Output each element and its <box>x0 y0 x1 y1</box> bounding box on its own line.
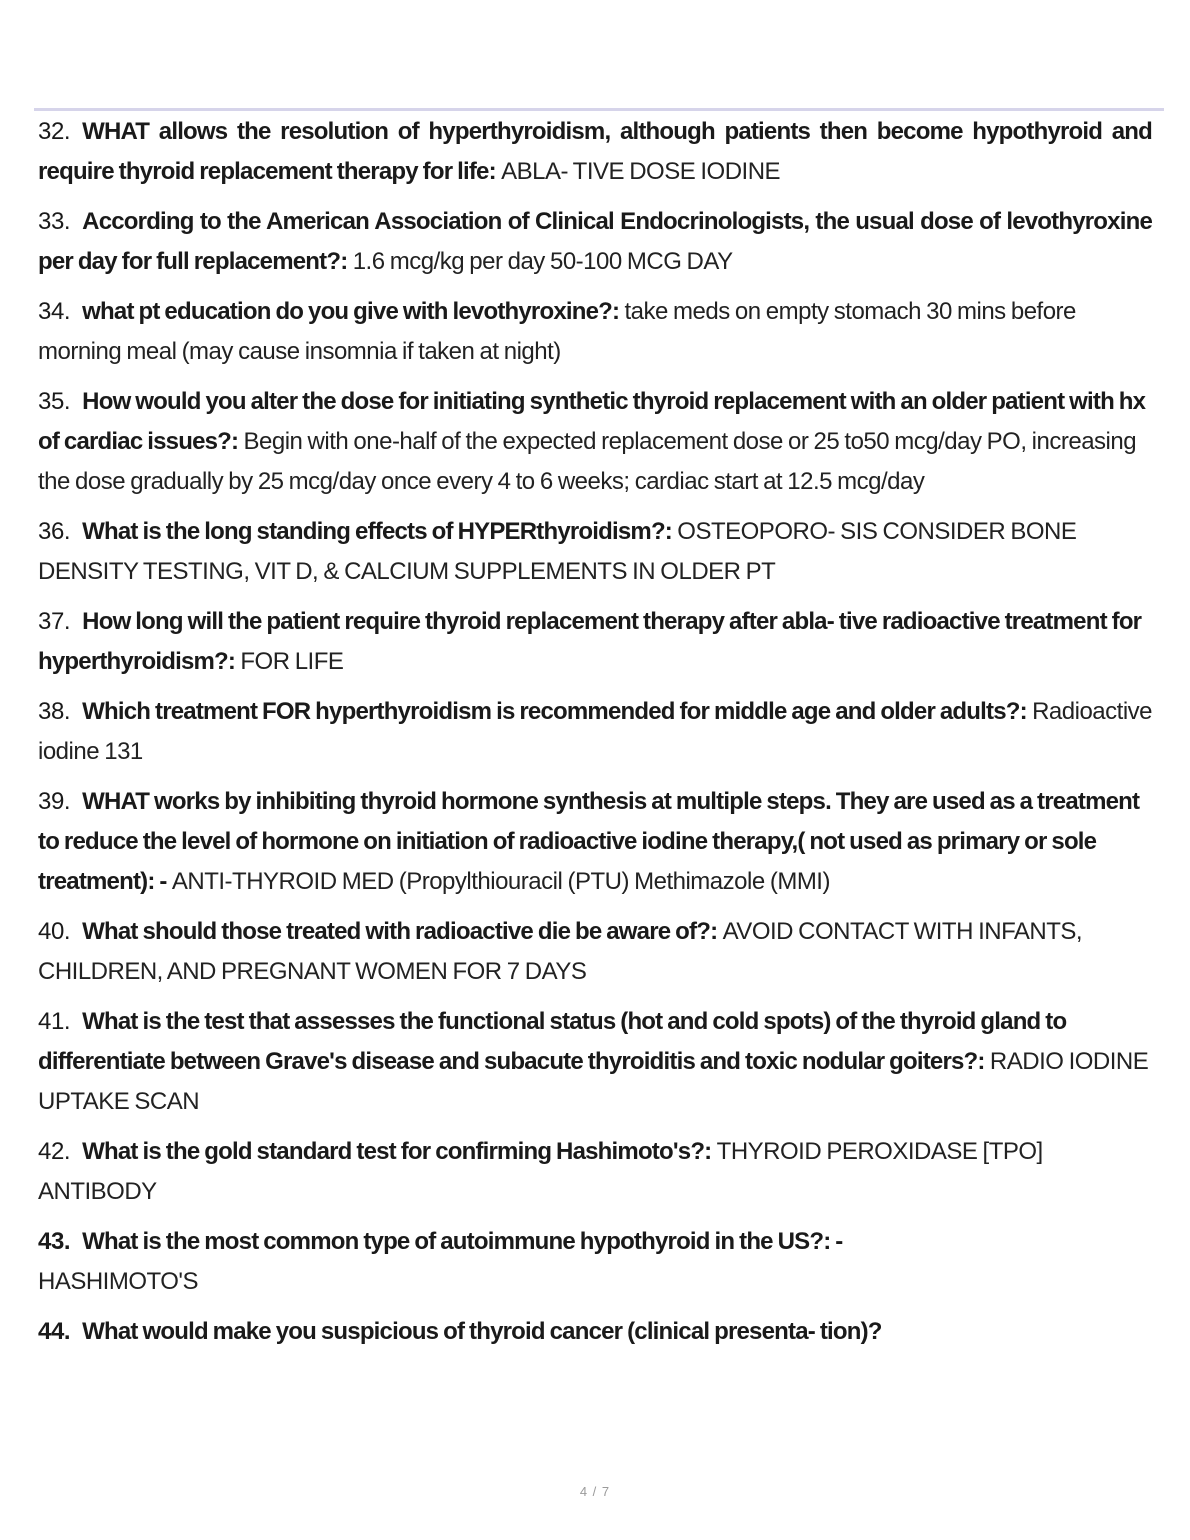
item-number: 42. <box>38 1138 71 1165</box>
answer-text: FOR LIFE <box>240 648 344 675</box>
question-text: According to the American Association of Clinical Endocrinologists, the usual dose of levothyroxine per day for full replacement?: <box>38 208 1152 275</box>
question-list <box>38 112 1152 1362</box>
list-item <box>38 1312 1152 1352</box>
answer-text: Radioactive iodine 131 <box>38 698 1152 765</box>
question-text: What is the gold standard test for confirming Hashimoto's?: <box>82 1138 712 1165</box>
list-item <box>38 1222 1152 1302</box>
answer-text: AVOID CONTACT WITH INFANTS, CHILDREN, AND PREGNANT WOMEN FOR 7 DAYS <box>38 918 1083 985</box>
list-item <box>38 1002 1152 1122</box>
list-item <box>38 202 1152 282</box>
question-text: How would you alter the dose for initiating synthetic thyroid replacement with an older patient with hx of cardiac issues?: <box>38 388 1146 455</box>
question-text: How long will the patient require thyroid replacement therapy after abla- tive radioactive treatment for hyperthyroidism?: <box>38 608 1142 675</box>
page-number: 4 / 7 <box>579 1484 611 1499</box>
answer-text: ABLA- TIVE DOSE IODINE <box>501 158 781 185</box>
question-text: WHAT works by inhibiting thyroid hormone synthesis at multiple steps. They are used as a treatment to reduce the level of hormone on initiation of radioactive iodine therapy,( not used as primary or sole treatment): - <box>38 788 1140 895</box>
item-number: 39. <box>38 788 71 815</box>
item-number: 38. <box>38 698 71 725</box>
answer-text: THYROID PEROXIDASE [TPO] ANTIBODY <box>38 1138 1043 1205</box>
answer-text: Begin with one-half of the expected replacement dose or 25 to50 mcg/day PO, increasing the dose gradually by 25 mcg/day once every 4 to 6 weeks; cardiac start at 12.5 mcg/day <box>38 428 1137 495</box>
question-text: What is the long standing effects of HYPERthyroidism?: <box>82 518 673 545</box>
question-text: What would make you suspicious of thyroid cancer (clinical presenta- tion)? <box>82 1318 882 1345</box>
question-text: What is the test that assesses the functional status (hot and cold spots) of the thyroid gland to differentiate between Grave's disease and subacute thyroiditis and toxic nodular goiters?: <box>38 1008 1067 1075</box>
list-item <box>38 602 1152 682</box>
top-divider <box>34 108 1164 111</box>
item-number: 34. <box>38 298 71 325</box>
list-item <box>38 512 1152 592</box>
answer-text: ANTI-THYROID MED (Propylthiouracil (PTU) Methimazole (MMI) <box>171 868 830 895</box>
answer-text: RADIO IODINE UPTAKE SCAN <box>38 1048 1149 1115</box>
item-number: 32. <box>38 118 71 145</box>
answer-text: 1.6 mcg/kg per day 50-100 MCG DAY <box>352 248 733 275</box>
item-number: 35. <box>38 388 71 415</box>
list-item <box>38 292 1152 372</box>
list-item <box>38 912 1152 992</box>
question-text: What is the most common type of autoimmune hypothyroid in the US?: - <box>82 1228 843 1255</box>
question-text: what pt education do you give with levothyroxine?: <box>82 298 620 325</box>
question-text: WHAT allows the resolution of hyperthyroidism, although patients then become hypothyroid and require thyroid replacement therapy for life: <box>38 118 1152 185</box>
question-text: What should those treated with radioactive die be aware of?: <box>82 918 718 945</box>
item-number: 37. <box>38 608 71 635</box>
item-number: 43. <box>38 1228 71 1255</box>
item-number: 36. <box>38 518 71 545</box>
item-number: 40. <box>38 918 71 945</box>
list-item <box>38 382 1152 502</box>
answer-text: take meds on empty stomach 30 mins before morning meal (may cause insomnia if taken at night) <box>38 298 1076 365</box>
list-item <box>38 1132 1152 1212</box>
item-number: 33. <box>38 208 71 235</box>
item-number: 41. <box>38 1008 71 1035</box>
item-number: 44. <box>38 1318 71 1345</box>
list-item <box>38 112 1152 192</box>
list-item <box>38 782 1152 902</box>
answer-text: OSTEOPORO- SIS CONSIDER BONE DENSITY TESTING, VIT D, & CALCIUM SUPPLEMENTS IN OLDER PT <box>38 518 1077 585</box>
question-text: Which treatment FOR hyperthyroidism is recommended for middle age and older adults?: <box>82 698 1027 725</box>
answer-text: HASHIMOTO'S <box>38 1268 198 1295</box>
list-item <box>38 692 1152 772</box>
